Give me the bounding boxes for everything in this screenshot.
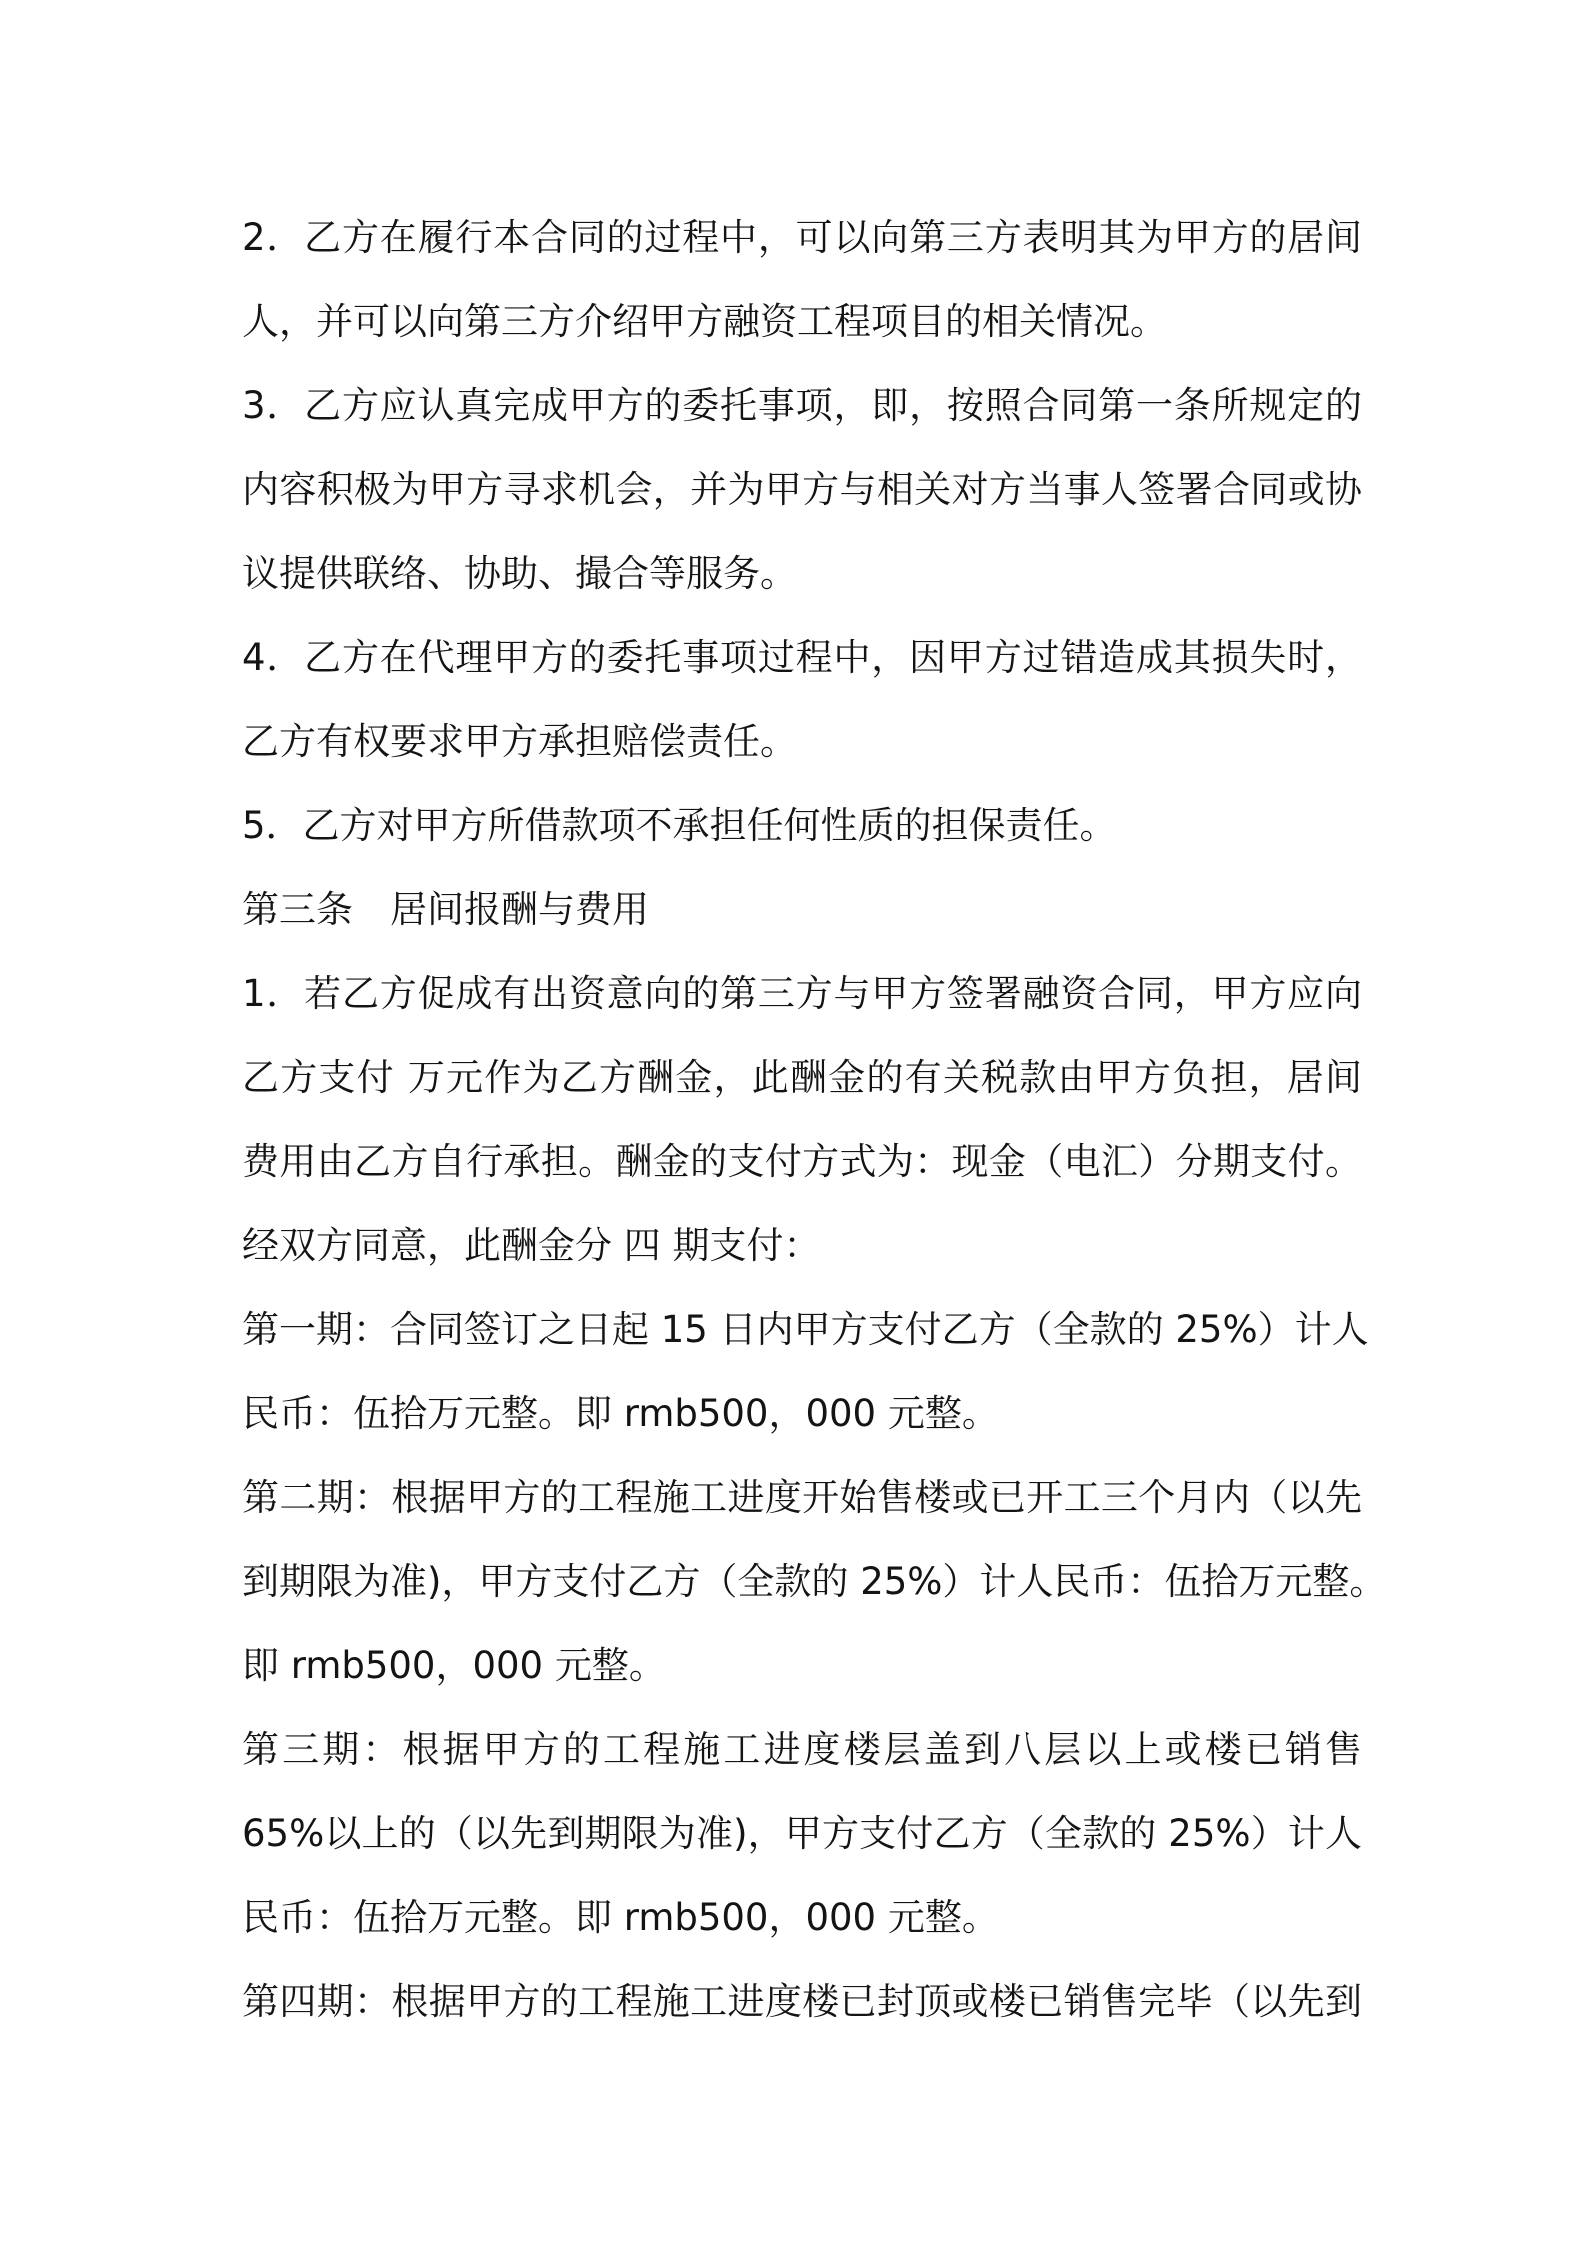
- text-line: 民币：伍拾万元整。即 rmb500，000 元整。: [242, 1896, 999, 1939]
- text-line: 即 rmb500，000 元整。: [242, 1644, 666, 1687]
- section-heading: 第三条 居间报酬与费用: [242, 888, 649, 931]
- text-line: 费用由乙方自行承担。酬金的支付方式为：现金（电汇）分期支付。: [242, 1140, 1362, 1183]
- text-line: 民币：伍拾万元整。即 rmb500，000 元整。: [242, 1392, 999, 1435]
- text-line: 乙方有权要求甲方承担赔偿责任。: [242, 720, 797, 763]
- text-line: 第三期：根据甲方的工程施工进度楼层盖到八层以上或楼已销售: [242, 1728, 1362, 1771]
- text-line: 65%以上的（以先到期限为准)，甲方支付乙方（全款的 25%）计人: [242, 1812, 1362, 1855]
- contract-body: [242, 196, 1387, 2044]
- text-line: 5．乙方对甲方所借款项不承担任何性质的担保责任。: [242, 804, 1117, 847]
- text-line: 人，并可以向第三方介绍甲方融资工程项目的相关情况。: [242, 300, 1167, 343]
- text-line: 乙方支付 万元作为乙方酬金，此酬金的有关税款由甲方负担，居间: [242, 1056, 1362, 1099]
- text-line: 第四期：根据甲方的工程施工进度楼已封顶或楼已销售完毕（以先到: [242, 1980, 1362, 2023]
- text-line: 经双方同意，此酬金分 四 期支付：: [242, 1224, 821, 1267]
- text-line: 第二期：根据甲方的工程施工进度开始售楼或已开工三个月内（以先: [242, 1476, 1362, 1519]
- text-line: 到期限为准)，甲方支付乙方（全款的 25%）计人民币：伍拾万元整。: [242, 1560, 1387, 1603]
- text-line: 第一期：合同签订之日起 15 日内甲方支付乙方（全款的 25%）计人: [242, 1308, 1369, 1351]
- text-line: 3．乙方应认真完成甲方的委托事项，即，按照合同第一条所规定的: [242, 384, 1362, 427]
- text-line: 议提供联络、协助、撮合等服务。: [242, 552, 797, 595]
- text-line: 4．乙方在代理甲方的委托事项过程中，因甲方过错造成其损失时，: [242, 636, 1362, 679]
- text-line: 1．若乙方促成有出资意向的第三方与甲方签署融资合同，甲方应向: [242, 972, 1362, 1015]
- text-line: 内容积极为甲方寻求机会，并为甲方与相关对方当事人签署合同或协: [242, 468, 1362, 511]
- text-line: 2．乙方在履行本合同的过程中，可以向第三方表明其为甲方的居间: [242, 216, 1362, 259]
